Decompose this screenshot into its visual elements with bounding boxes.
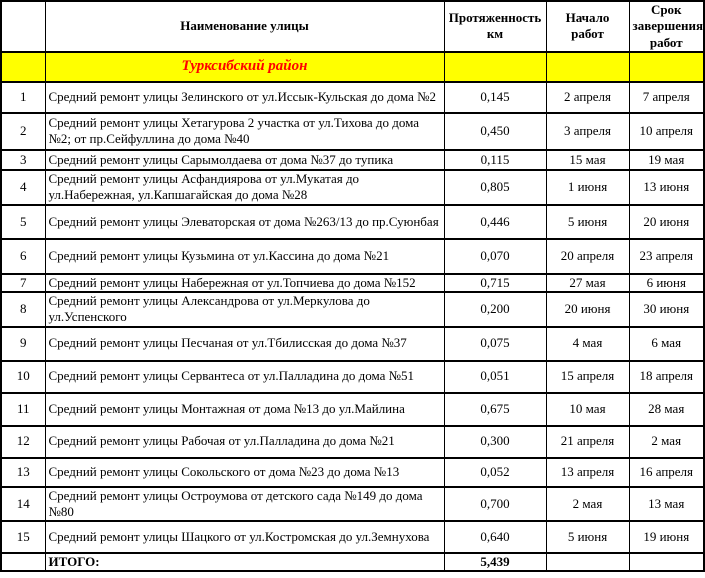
row-street-name: Средний ремонт улицы Рабочая от ул.Палладина до дома №21 [45, 426, 444, 458]
row-street-name: Средний ремонт улицы Монтажная от дома №13 до ул.Майлина [45, 393, 444, 426]
row-start-date: 27 мая [546, 274, 629, 292]
row-num: 12 [1, 426, 45, 458]
table-row [1, 205, 704, 239]
row-end-date: 16 апреля [629, 458, 704, 487]
row-end-date: 28 мая [629, 393, 704, 426]
table-row [1, 458, 704, 487]
row-num: 1 [1, 82, 45, 113]
section-cell-start [546, 52, 629, 82]
row-start-date: 3 апреля [546, 113, 629, 150]
table-row [1, 113, 704, 150]
table-row [1, 327, 704, 361]
header-street-name: Наименование улицы [45, 1, 444, 52]
row-num: 4 [1, 170, 45, 205]
row-num: 5 [1, 205, 45, 239]
district-section-row [1, 52, 704, 82]
row-num: 8 [1, 292, 45, 327]
row-street-name: Средний ремонт улицы Песчаная от ул.Тбилисская до дома №37 [45, 327, 444, 361]
row-length: 0,075 [444, 327, 546, 361]
row-length: 0,450 [444, 113, 546, 150]
row-street-name: Средний ремонт улицы Набережная от ул.Топчиева до дома №152 [45, 274, 444, 292]
row-start-date: 15 апреля [546, 361, 629, 393]
row-street-name: Средний ремонт улицы Сарымолдаева от дома №37 до тупика [45, 150, 444, 170]
table-row [1, 150, 704, 170]
row-length: 0,805 [444, 170, 546, 205]
row-end-date: 30 июня [629, 292, 704, 327]
row-end-date: 23 апреля [629, 239, 704, 274]
header-end: Срок завершения работ [629, 1, 704, 52]
row-num: 6 [1, 239, 45, 274]
row-end-date: 6 мая [629, 327, 704, 361]
row-start-date: 2 мая [546, 487, 629, 522]
total-row [1, 553, 704, 571]
header-start: Начало работ [546, 1, 629, 52]
row-start-date: 15 мая [546, 150, 629, 170]
row-start-date: 13 апреля [546, 458, 629, 487]
total-label: ИТОГО: [45, 553, 444, 571]
row-end-date: 13 июня [629, 170, 704, 205]
row-start-date: 1 июня [546, 170, 629, 205]
row-length: 0,700 [444, 487, 546, 522]
row-length: 0,052 [444, 458, 546, 487]
row-street-name: Средний ремонт улицы Сокольского от дома №23 до дома №13 [45, 458, 444, 487]
table-row [1, 487, 704, 522]
row-length: 0,640 [444, 521, 546, 553]
header-length: Протяженность км [444, 1, 546, 52]
row-num: 15 [1, 521, 45, 553]
section-cell-length [444, 52, 546, 82]
table-row [1, 521, 704, 553]
row-start-date: 20 апреля [546, 239, 629, 274]
section-cell-num [1, 52, 45, 82]
row-end-date: 6 июня [629, 274, 704, 292]
table-row [1, 274, 704, 292]
row-num: 10 [1, 361, 45, 393]
row-street-name: Средний ремонт улицы Хетагурова 2 участка от ул.Тихова до дома №2; от пр.Сейфуллина до дома №40 [45, 113, 444, 150]
row-num: 13 [1, 458, 45, 487]
row-street-name: Средний ремонт улицы Сервантеса от ул.Палладина до дома №51 [45, 361, 444, 393]
row-length: 0,675 [444, 393, 546, 426]
row-num: 3 [1, 150, 45, 170]
table-row [1, 82, 704, 113]
row-street-name: Средний ремонт улицы Остроумова от детского сада №149 до дома №80 [45, 487, 444, 522]
row-num: 9 [1, 327, 45, 361]
row-length: 0,115 [444, 150, 546, 170]
row-length: 0,300 [444, 426, 546, 458]
row-start-date: 4 мая [546, 327, 629, 361]
row-num: 2 [1, 113, 45, 150]
header-row [1, 1, 704, 52]
row-street-name: Средний ремонт улицы Зелинского от ул.Иссык-Кульская до дома №2 [45, 82, 444, 113]
row-end-date: 2 мая [629, 426, 704, 458]
table-row [1, 292, 704, 327]
row-length: 0,051 [444, 361, 546, 393]
row-end-date: 10 апреля [629, 113, 704, 150]
row-length: 0,070 [444, 239, 546, 274]
total-length: 5,439 [444, 553, 546, 571]
row-start-date: 20 июня [546, 292, 629, 327]
row-end-date: 19 июня [629, 521, 704, 553]
row-end-date: 18 апреля [629, 361, 704, 393]
row-start-date: 5 июня [546, 205, 629, 239]
table-row [1, 239, 704, 274]
total-cell-end [629, 553, 704, 571]
row-end-date: 19 мая [629, 150, 704, 170]
row-length: 0,446 [444, 205, 546, 239]
row-num: 7 [1, 274, 45, 292]
row-street-name: Средний ремонт улицы Асфандиярова от ул.Мукатая до ул.Набережная, ул.Капшагайская до дома №28 [45, 170, 444, 205]
row-length: 0,200 [444, 292, 546, 327]
row-start-date: 2 апреля [546, 82, 629, 113]
row-street-name: Средний ремонт улицы Шацкого от ул.Костромская до ул.Земнухова [45, 521, 444, 553]
total-cell-start [546, 553, 629, 571]
row-num: 11 [1, 393, 45, 426]
row-start-date: 5 июня [546, 521, 629, 553]
table-row [1, 170, 704, 205]
row-end-date: 20 июня [629, 205, 704, 239]
section-cell-end [629, 52, 704, 82]
row-start-date: 10 мая [546, 393, 629, 426]
row-length: 0,145 [444, 82, 546, 113]
total-cell-num [1, 553, 45, 571]
row-street-name: Средний ремонт улицы Кузьмина от ул.Кассина до дома №21 [45, 239, 444, 274]
row-length: 0,715 [444, 274, 546, 292]
row-start-date: 21 апреля [546, 426, 629, 458]
row-num: 14 [1, 487, 45, 522]
header-num [1, 1, 45, 52]
table-row [1, 361, 704, 393]
row-end-date: 7 апреля [629, 82, 704, 113]
row-street-name: Средний ремонт улицы Элеваторская от дома №263/13 до пр.Суюнбая [45, 205, 444, 239]
table-row [1, 426, 704, 458]
table-row [1, 393, 704, 426]
district-title: Турксибский район [45, 52, 444, 82]
row-end-date: 13 мая [629, 487, 704, 522]
row-street-name: Средний ремонт улицы Александрова от ул.Меркулова до ул.Успенского [45, 292, 444, 327]
